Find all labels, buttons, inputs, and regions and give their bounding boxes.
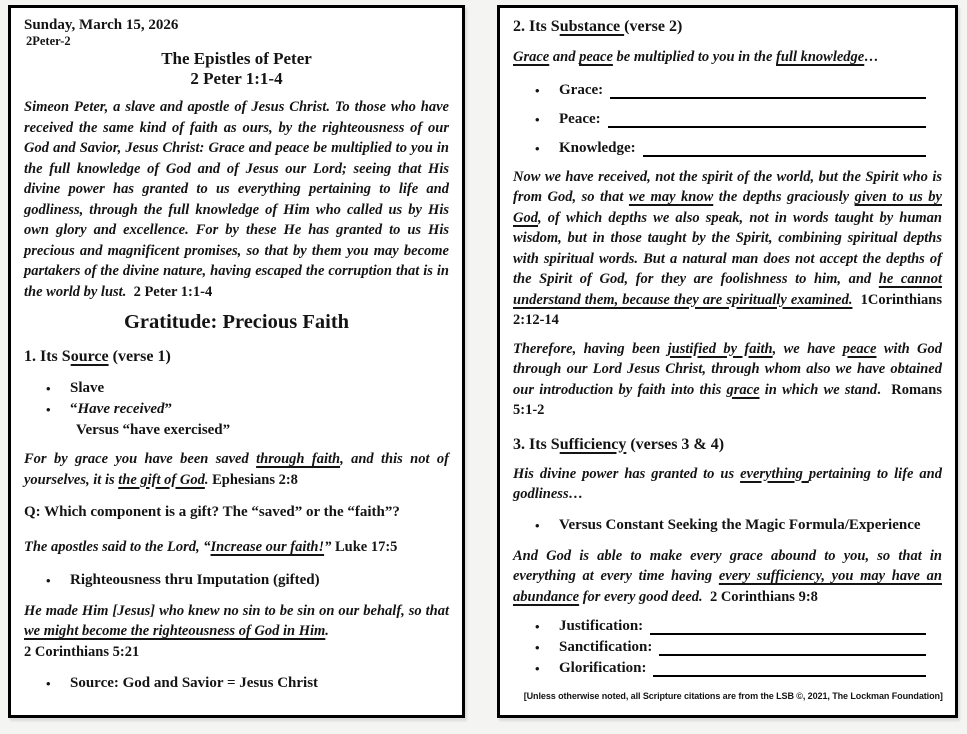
bullet-icon: • (535, 640, 540, 655)
corinthians98-scripture: And God is able to make every grace abound to you, so that in everything at every time having every sufficiency, you may have an abundance for every good deed. 2 Corinthians 9:8 (513, 547, 942, 605)
series-code: 2Peter-2 (26, 34, 71, 48)
bullet-have-received-label: “Have received” (70, 401, 173, 417)
fill-row-knowledge (535, 138, 942, 159)
section1-heading: 1. Its Source (verse 1) (24, 348, 171, 365)
fill-label-sanctification: Sanctification: (559, 639, 653, 655)
fill-row-sanctification (535, 637, 942, 658)
bullet-icon: • (535, 619, 540, 634)
bullet-icon: • (46, 381, 51, 396)
doc-title-line1: The Epistles of Peter (161, 49, 312, 68)
left-page (8, 5, 465, 718)
versus-line: Versus “have exercised” (76, 422, 231, 438)
fill-label-knowledge: Knowledge: (559, 139, 636, 156)
blank-line-justification (643, 616, 926, 637)
bullet-versus-label: Versus Constant Seeking the Magic Formula/Experience (559, 516, 921, 533)
bullet-slave-label: Slave (70, 380, 105, 396)
question-line: Q: Which component is a gift? The “saved” or the “faith”? (24, 504, 400, 520)
fill-label-glorification: Glorification: (559, 660, 647, 676)
date-line: Sunday, March 15, 2026 (24, 17, 179, 33)
corinthians212-scripture: Now we have received, not the spirit of the world, but the Spirit who is from God, so that we may know the depths graciously given to us by God, of which depths we also speak, not in words taught by human wisdom, but in those taught by the Spirit, combining spiritual depths with spiritual words. But a natural man does not accept the depths of the Spirit of God, for they are foolishness to him, and he cannot understand them, because they are spiritually examined. 1Corinthians 2:12-14 (513, 168, 943, 328)
bullet-icon: • (46, 402, 51, 417)
fill-row-justification (535, 616, 942, 637)
bullet-versus (535, 515, 942, 536)
section3-heading: 3. Its Sufficiency (verses 3 & 4) (513, 435, 725, 453)
bullet-righteousness-label: Righteousness thru Imputation (gifted) (70, 571, 320, 588)
fill-row-grace (535, 80, 942, 101)
source-bullet-group (24, 378, 449, 441)
fill-label-grace: Grace: (559, 81, 604, 98)
bullet-source (46, 673, 449, 694)
bullet-slave (46, 378, 449, 399)
blank-line-peace (601, 109, 926, 130)
blank-line-sanctification (652, 637, 926, 658)
bullet-righteousness (46, 570, 449, 591)
fill-row-glorification (535, 658, 942, 679)
substance-fill-group (513, 80, 942, 159)
section2-heading: 2. Its Substance (verse 2) (513, 18, 683, 35)
bullet-icon: • (535, 111, 540, 127)
bullet-source-label: Source: God and Savior = Jesus Christ (70, 675, 319, 691)
copyright-footnote: [Unless otherwise noted, all Scripture citations are from the LSB ©, 2021, The Lockman Foundation] (523, 691, 943, 702)
fill-label-peace: Peace: (559, 110, 601, 127)
bullet-icon: • (46, 572, 51, 588)
sufficiency-fill-group (513, 616, 942, 679)
luke-scripture: The apostles said to the Lord, “Increase our faith!” Luke 17:5 (24, 539, 398, 555)
divine-power-scripture: His divine power has granted to us everything pertaining to life and godliness… (513, 465, 942, 502)
sermon-title: Gratitude: Precious Faith (123, 311, 350, 333)
corinthians521-scripture: He made Him [Jesus] who knew no sin to be sin on our behalf, so that we might become the righteousness of God in Him. (24, 602, 449, 639)
fill-label-justification: Justification: (559, 618, 644, 634)
doc-title-line2: 2 Peter 1:1-4 (190, 68, 283, 88)
right-page (497, 5, 958, 718)
bullet-icon: • (535, 517, 540, 533)
corinthians521-ref: 2 Corinthians 5:21 (24, 643, 140, 660)
romans512-scripture: Therefore, having been justified by faith, we have peace with God through our Lord Jesus Christ, through whom also we have obtained our introduction by faith into this grace in which we stand. Romans 5:1-2 (513, 340, 943, 418)
bullet-icon: • (46, 676, 51, 691)
blank-line-grace (603, 80, 926, 101)
grace-peace-scripture: Grace and peace be multiplied to you in the full knowledge… (513, 49, 879, 65)
blank-line-glorification (646, 658, 926, 679)
bullet-icon: • (535, 661, 540, 676)
fill-row-peace (535, 109, 942, 130)
bullet-have-received (46, 399, 449, 420)
ephesians-scripture: For by grace you have been saved through faith, and this not of yourselves, it is the gift of God. Ephesians 2:8 (24, 451, 449, 488)
bullet-icon: • (535, 82, 540, 98)
opening-scripture: Simeon Peter, a slave and apostle of Jesus Christ. To those who have received the same kind of faith as ours, by the righteousness of our God and Savior, Jesus Christ: Grace and peace be multiplied to you in the full knowledge of God and of Jesus our Lord; seeing that His divine power has granted to us everything pertaining to life and godliness, through the full knowledge of Him who called us by His own glory and excellence. For by these He has granted to us His precious and magnificent promises, so that by them you may become partakers of the divine nature, having escaped the corruption that is in the world by lust. 2 Peter 1:1-4 (24, 99, 449, 300)
blank-line-knowledge (636, 138, 926, 159)
bullet-icon: • (535, 140, 540, 156)
